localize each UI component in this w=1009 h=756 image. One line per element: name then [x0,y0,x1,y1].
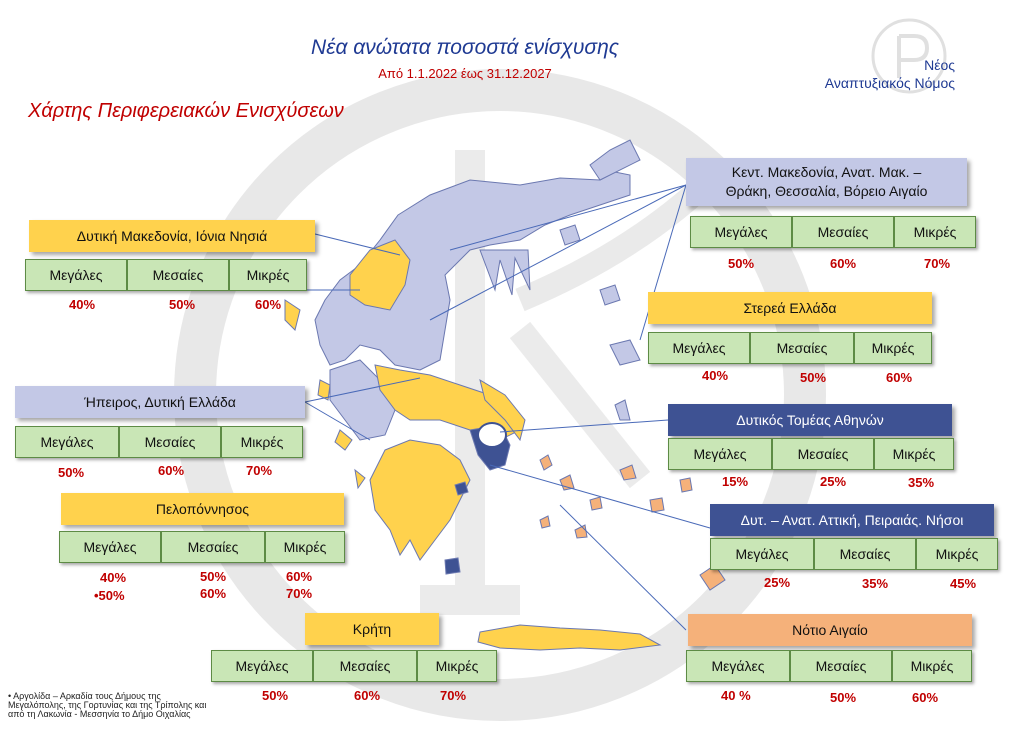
pct-pelop-small: 60% [286,569,313,584]
brand-line1: Νέος [924,57,955,73]
pct-dmak-large: 40% [69,297,96,312]
pct-kriti-large: 50% [262,688,289,703]
region-label-sterea: Στερεά Ελλάδα [648,292,932,324]
pct-sterea-large: 40% [702,368,729,383]
cat-large: Μεγάλες [710,538,814,570]
brand-line2: Αναπτυξιακός Νόμος [824,75,955,91]
cat-small: Μικρές [916,538,998,570]
cat-medium: Μεσαίες [161,531,265,563]
category-row-naigaio [686,650,972,682]
region-label-kmak-line2: Θράκη, Θεσσαλία, Βόρειο Αιγαίο [725,183,928,199]
category-row-kriti [211,650,497,682]
cat-small: Μικρές [892,650,972,682]
pct-ipeiros-large: 50% [58,465,85,480]
pct-dytath-small: 35% [908,475,935,490]
cat-medium: Μεσαίες [127,259,229,291]
cat-medium: Μεσαίες [814,538,916,570]
pct-pelop-large: 40% [100,570,127,585]
pct-pelop-medium: 50% [200,569,227,584]
pct-naigaio-small: 60% [912,690,939,705]
cat-medium: Μεσαίες [790,650,892,682]
cat-small: Μικρές [874,438,954,470]
cat-small: Μικρές [265,531,345,563]
region-label-dytath: Δυτικός Τομέας Αθηνών [668,404,952,436]
cat-small: Μικρές [894,216,976,248]
cat-medium: Μεσαίες [750,332,854,364]
region-label-dmak: Δυτική Μακεδονία, Ιόνια Νησιά [29,220,315,252]
cat-large: Μεγάλες [686,650,790,682]
cat-large: Μεγάλες [668,438,772,470]
cat-medium: Μεσαίες [313,650,417,682]
cat-small: Μικρές [221,426,303,458]
category-row-kmak [690,216,976,248]
region-label-kmak [686,158,967,206]
page-title: Νέα ανώτατα ποσοστά ενίσχυσης [311,36,619,59]
pct-ipeiros-medium: 60% [158,463,185,478]
pct-kmak-large: 50% [728,256,755,271]
footnote: • Αργολίδα – Αρκαδία τους Δήμους της Μεγαλόπολης, της Γορτυνίας και της Τρίπολης και από τη Λακωνία - Μεσσηνία το Δήμο Οιχαλίας [8,691,207,719]
pct-pelop-alt-medium: 60% [200,586,227,601]
pct-attiki-small: 45% [950,576,977,591]
region-label-attiki: Δυτ. – Ανατ. Αττική, Πειραιάς. Νήσοι [710,504,994,536]
cat-small: Μικρές [229,259,307,291]
cat-large: Μεγάλες [211,650,313,682]
region-label-kriti: Κρήτη [305,613,439,645]
cat-small: Μικρές [417,650,497,682]
cat-medium: Μεσαίες [119,426,221,458]
pct-sterea-medium: 50% [800,370,827,385]
category-row-dmak [25,259,307,291]
brand-name [825,56,955,92]
pct-attiki-medium: 35% [862,576,889,591]
pct-sterea-small: 60% [886,370,913,385]
pct-dytath-large: 15% [722,474,749,489]
pct-kmak-medium: 60% [830,256,857,271]
region-label-naigaio: Νότιο Αιγαίο [688,614,972,646]
pct-ipeiros-small: 70% [246,463,273,478]
pct-kriti-small: 70% [440,688,467,703]
cat-large: Μεγάλες [690,216,792,248]
category-row-sterea [648,332,932,364]
cat-large: Μεγάλες [25,259,127,291]
pct-pelop-alt-large: •50% [94,588,125,603]
pct-dytath-medium: 25% [820,474,847,489]
cat-medium: Μεσαίες [772,438,874,470]
region-label-ipeiros: Ήπειρος, Δυτική Ελλάδα [15,386,305,418]
date-range: Από 1.1.2022 έως 31.12.2027 [378,66,552,81]
category-row-pelop [59,531,345,563]
pct-dmak-small: 60% [255,297,282,312]
pct-dmak-medium: 50% [169,297,196,312]
pct-naigaio-large: 40 % [721,688,751,703]
pct-attiki-large: 25% [764,575,791,590]
category-row-ipeiros [15,426,303,458]
cat-large: Μεγάλες [59,531,161,563]
cat-medium: Μεσαίες [792,216,894,248]
pct-naigaio-medium: 50% [830,690,857,705]
pct-pelop-alt-small: 70% [286,586,313,601]
region-label-kmak-line1: Κεντ. Μακεδονία, Ανατ. Μακ. – [731,164,922,180]
pct-kmak-small: 70% [924,256,951,271]
pct-kriti-medium: 60% [354,688,381,703]
cat-large: Μεγάλες [648,332,750,364]
cat-large: Μεγάλες [15,426,119,458]
region-kriti-shape [478,625,660,650]
cat-small: Μικρές [854,332,932,364]
map-title: Χάρτης Περιφερειακών Ενισχύσεων [28,100,344,122]
category-row-dytath [668,438,954,470]
category-row-attiki [710,538,998,570]
region-label-pelop: Πελοπόννησος [61,493,344,525]
